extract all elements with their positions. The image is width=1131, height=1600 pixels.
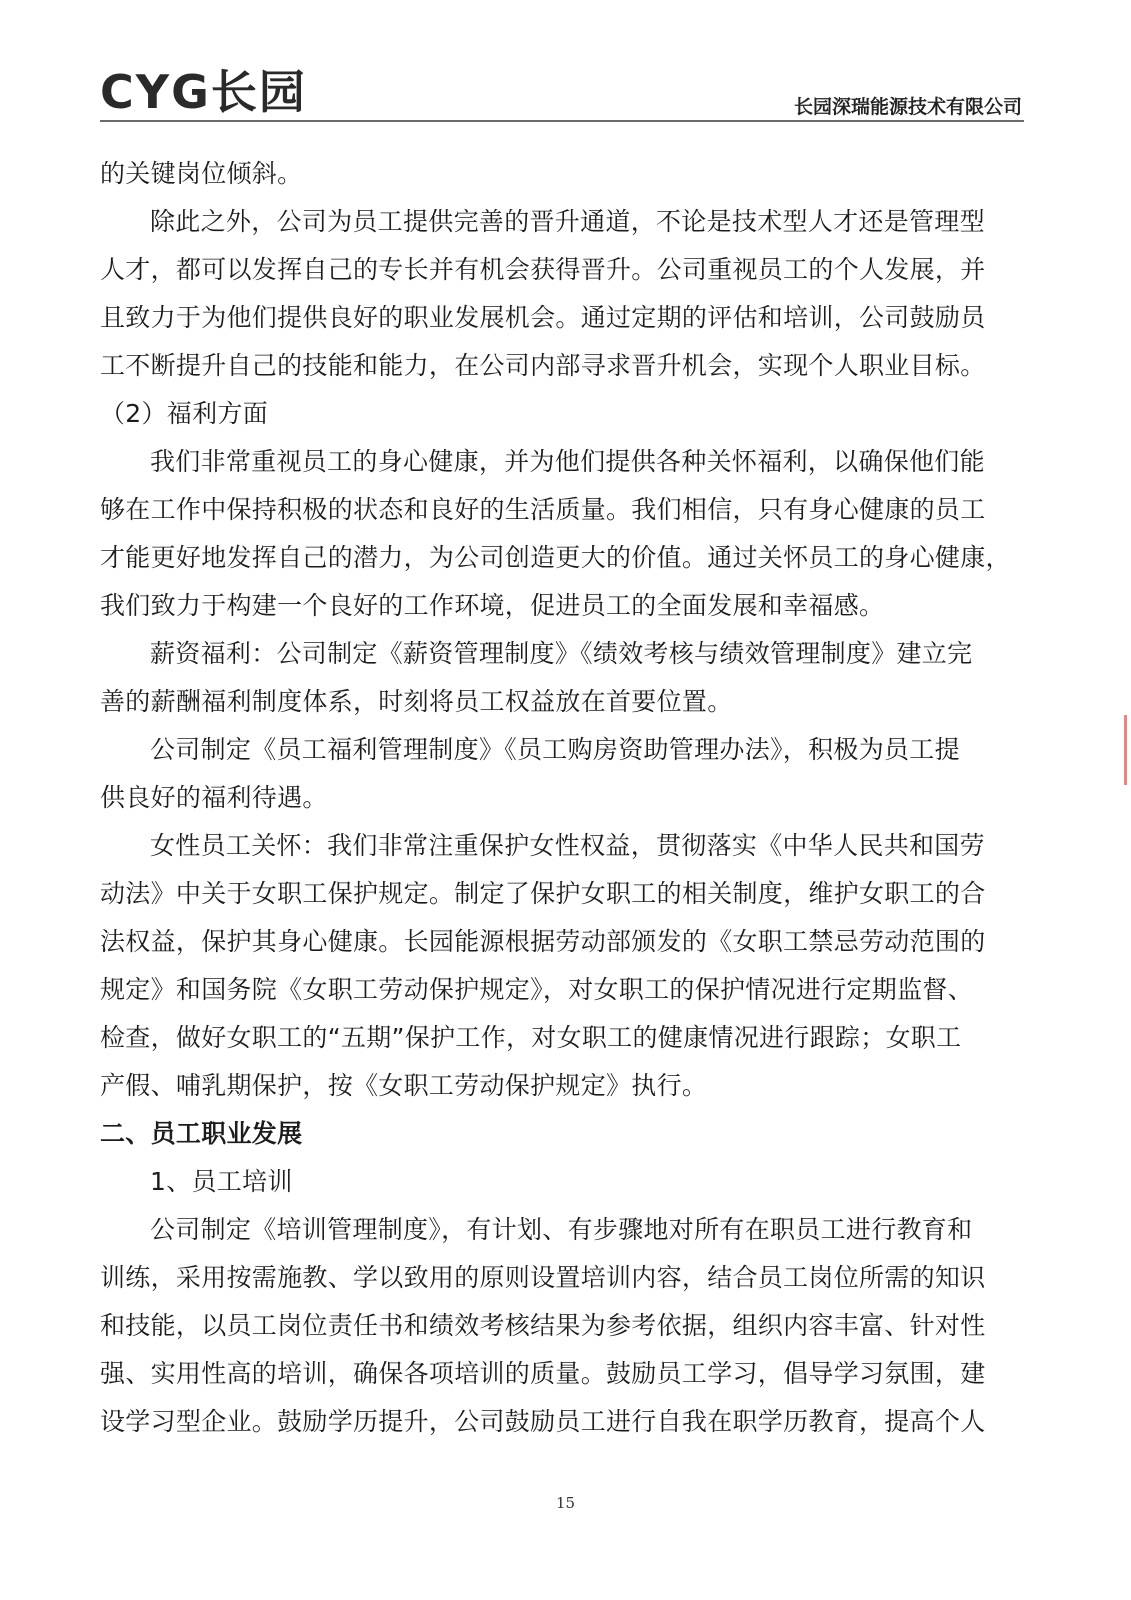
paragraph-line: 善的薪酬福利制度体系，时刻将员工权益放在首要位置。 [100, 687, 733, 716]
paragraph-line: 薪资福利：公司制定《薪资管理制度》《绩效考核与绩效管理制度》建立完 [150, 639, 973, 668]
paragraph-line: 供良好的福利待遇。 [100, 783, 328, 812]
paragraph-line: 法权益，保护其身心健康。长园能源根据劳动部颁发的《女职工禁忌劳动范围的 [100, 927, 986, 956]
page-header [100, 65, 1024, 122]
paragraph-line: 除此之外，公司为员工提供完善的晋升通道，不论是技术型人才还是管理型 [150, 207, 985, 236]
paragraph-line: 够在工作中保持积极的状态和良好的生活质量。我们相信，只有身心健康的员工 [100, 495, 986, 524]
paragraph-line: 和技能，以员工岗位责任书和绩效考核结果为参考依据，组织内容丰富、针对性 [100, 1311, 986, 1340]
paragraph-line: 人才，都可以发挥自己的专长并有机会获得晋升。公司重视员工的个人发展，并 [100, 255, 986, 284]
company-logo: CYG长园 [100, 65, 307, 119]
document-body [100, 150, 1024, 1446]
scan-edge-mark [1124, 715, 1127, 785]
paragraph-line: 强、实用性高的培训，确保各项培训的质量。鼓励员工学习，倡导学习氛围，建 [100, 1359, 986, 1388]
section-heading: 二、员工职业发展 [100, 1119, 303, 1148]
page-number: 15 [555, 1494, 576, 1512]
paragraph-line: 我们非常重视员工的身心健康，并为他们提供各种关怀福利，以确保他们能 [150, 447, 985, 476]
paragraph-line: 公司制定《培训管理制度》，有计划、有步骤地对所有在职员工进行教育和 [150, 1215, 973, 1244]
paragraph-line: 训练，采用按需施教、学以致用的原则设置培训内容，结合员工岗位所需的知识 [100, 1263, 986, 1292]
paragraph-line: 产假、哺乳期保护，按《女职工劳动保护规定》执行。 [100, 1071, 708, 1100]
paragraph-line: 检查，做好女职工的“五期”保护工作，对女职工的健康情况进行跟踪；女职工 [100, 1023, 962, 1052]
paragraph-line: 才能更好地发挥自己的潜力，为公司创造更大的价值。通过关怀员工的身心健康， [100, 543, 1011, 572]
section-subheading: （2）福利方面 [100, 399, 269, 428]
paragraph-line: 规定》和国务院《女职工劳动保护规定》，对女职工的保护情况进行定期监督、 [100, 975, 974, 1004]
paragraph-line: 设学习型企业。鼓励学历提升，公司鼓励员工进行自我在职学历教育，提高个人 [100, 1407, 986, 1436]
company-name: 长园深瑞能源技术有限公司 [793, 96, 1022, 118]
paragraph-line: 且致力于为他们提供良好的职业发展机会。通过定期的评估和培训，公司鼓励员 [100, 303, 986, 332]
paragraph-line: 我们致力于构建一个良好的工作环境，促进员工的全面发展和幸福感。 [100, 591, 885, 620]
paragraph-line: 动法》中关于女职工保护规定。制定了保护女职工的相关制度，维护女职工的合 [100, 879, 986, 908]
paragraph-line: 公司制定《员工福利管理制度》《员工购房资助管理办法》，积极为员工提 [150, 735, 960, 764]
subsection-heading: 1、员工培训 [150, 1167, 293, 1196]
paragraph-line: 女性员工关怀：我们非常注重保护女性权益，贯彻落实《中华人民共和国劳 [150, 831, 985, 860]
paragraph-line: 工不断提升自己的技能和能力，在公司内部寻求晋升机会，实现个人职业目标。 [100, 351, 986, 380]
paragraph-line: 的关键岗位倾斜。 [100, 159, 303, 188]
